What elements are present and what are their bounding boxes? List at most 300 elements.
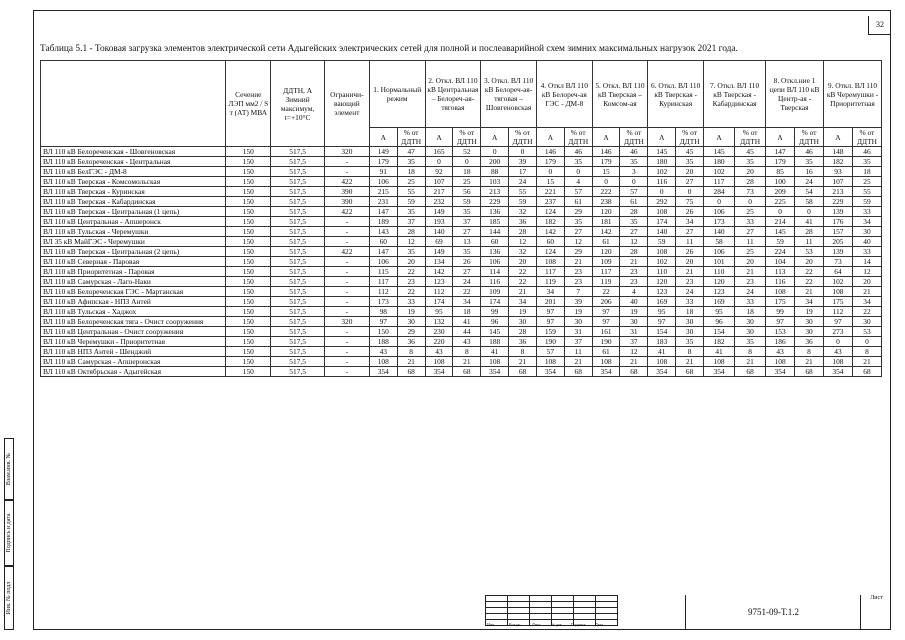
amps-cell: 108 — [425, 357, 453, 367]
amps-cell: 99 — [766, 307, 795, 317]
ddtn-cell: 517,5 — [271, 237, 325, 247]
amps-cell: 88 — [481, 167, 509, 177]
header-limit: Ограничи-вающий элемент — [324, 61, 369, 147]
amps-cell: 169 — [704, 297, 735, 307]
amps-cell: 96 — [481, 317, 509, 327]
percent-cell: 12 — [509, 237, 537, 247]
amps-cell: 0 — [823, 337, 852, 347]
percent-cell: 22 — [509, 267, 537, 277]
percent-cell: 44 — [453, 327, 481, 337]
percent-cell: 4 — [620, 287, 648, 297]
amps-cell: 354 — [823, 367, 852, 377]
subheader-percent: % от ДДТН — [676, 128, 704, 147]
subheader-percent: % от ДДТН — [795, 128, 824, 147]
amps-cell: 60 — [536, 237, 564, 247]
percent-cell: 30 — [620, 317, 648, 327]
percent-cell: 11 — [676, 237, 704, 247]
amps-cell: 96 — [704, 317, 735, 327]
percent-cell: 34 — [795, 297, 824, 307]
side-stamp-replaced: Взам.инв. № — [4, 438, 14, 500]
percent-cell: 32 — [509, 207, 537, 217]
table-row — [41, 277, 882, 287]
amps-cell: 201 — [536, 297, 564, 307]
percent-cell: 33 — [735, 217, 766, 227]
amps-cell: 120 — [592, 207, 620, 217]
table-row — [41, 177, 882, 187]
amps-cell: 181 — [592, 217, 620, 227]
header-mode: 1. Нормальный режим — [369, 61, 425, 128]
percent-cell: 21 — [509, 357, 537, 367]
percent-cell: 21 — [795, 287, 824, 297]
section-cell: 150 — [226, 367, 271, 377]
percent-cell: 28 — [397, 227, 425, 237]
amps-cell: 100 — [766, 177, 795, 187]
amps-cell: 190 — [592, 337, 620, 347]
amps-cell: 92 — [425, 167, 453, 177]
ddtn-cell: 517,5 — [271, 207, 325, 217]
amps-cell: 354 — [425, 367, 453, 377]
percent-cell: 0 — [852, 337, 881, 347]
amps-cell: 140 — [704, 227, 735, 237]
amps-cell: 175 — [823, 297, 852, 307]
percent-cell: 11 — [735, 237, 766, 247]
amps-cell: 149 — [425, 207, 453, 217]
percent-cell: 23 — [564, 267, 592, 277]
percent-cell: 68 — [620, 367, 648, 377]
table-row — [41, 287, 882, 297]
line-name-cell: ВЛ 110 кВ Тверская - Центральная (2 цепь) — [41, 247, 226, 257]
percent-cell: 26 — [453, 257, 481, 267]
percent-cell: 20 — [852, 277, 881, 287]
subheader-percent: % от ДДТН — [564, 128, 592, 147]
section-cell: 150 — [226, 227, 271, 237]
amps-cell: 119 — [536, 277, 564, 287]
header-ddtn: ДДТН, А Зимний максимум, t=+10°С — [271, 61, 325, 147]
section-cell: 150 — [226, 257, 271, 267]
amps-cell: 145 — [481, 327, 509, 337]
percent-cell: 59 — [852, 197, 881, 207]
percent-cell: 35 — [397, 247, 425, 257]
percent-cell: 18 — [676, 307, 704, 317]
line-name-cell: ВЛ 110 кВ Белореченская тяга - Очист сооружения — [41, 317, 226, 327]
amps-cell: 97 — [536, 317, 564, 327]
amps-cell: 217 — [425, 187, 453, 197]
percent-cell: 41 — [795, 217, 824, 227]
amps-cell: 185 — [481, 217, 509, 227]
percent-cell: 57 — [620, 187, 648, 197]
sheet-box — [860, 595, 892, 630]
percent-cell: 59 — [453, 197, 481, 207]
line-name-cell: ВЛ 110 кВ Центральная - Апшеронск — [41, 217, 226, 227]
amps-cell: 142 — [425, 267, 453, 277]
percent-cell: 26 — [676, 247, 704, 257]
line-name-cell: ВЛ 110 кВ Приоритетная - Паровая — [41, 267, 226, 277]
amps-cell: 0 — [536, 167, 564, 177]
percent-cell: 8 — [735, 347, 766, 357]
percent-cell: 34 — [509, 297, 537, 307]
amps-cell: 0 — [481, 147, 509, 157]
percent-cell: 30 — [509, 317, 537, 327]
ddtn-cell: 517,5 — [271, 247, 325, 257]
percent-cell: 36 — [795, 337, 824, 347]
percent-cell: 22 — [795, 267, 824, 277]
percent-cell: 43 — [453, 337, 481, 347]
amps-cell: 165 — [425, 147, 453, 157]
subheader-percent: % от ДДТН — [852, 128, 881, 147]
header-mode: 8. Откл.ние 1 цепи ВЛ 110 кВ Центр-ая - Тверская — [766, 61, 824, 128]
subheader-percent: % от ДДТН — [453, 128, 481, 147]
limit-cell: 390 — [324, 197, 369, 207]
percent-cell: 19 — [564, 307, 592, 317]
percent-cell: 25 — [735, 207, 766, 217]
table-row — [41, 157, 882, 167]
percent-cell: 34 — [852, 297, 881, 307]
percent-cell: 35 — [397, 207, 425, 217]
section-cell: 150 — [226, 247, 271, 257]
line-name-cell: ВЛ 110 кВ Тверская - Куринская — [41, 187, 226, 197]
section-cell: 150 — [226, 327, 271, 337]
amps-cell: 97 — [648, 317, 676, 327]
ddtn-cell: 517,5 — [271, 357, 325, 367]
ddtn-cell: 517,5 — [271, 197, 325, 207]
line-name-cell: ВЛ 110 кВ Тульская - Хаджох — [41, 307, 226, 317]
subheader-amps: А — [369, 128, 397, 147]
percent-cell: 54 — [795, 187, 824, 197]
percent-cell: 30 — [397, 317, 425, 327]
amps-cell: 60 — [481, 237, 509, 247]
amps-cell: 108 — [536, 357, 564, 367]
percent-cell: 17 — [509, 167, 537, 177]
percent-cell: 22 — [852, 307, 881, 317]
percent-cell: 21 — [852, 357, 881, 367]
limit-cell: - — [324, 297, 369, 307]
percent-cell: 37 — [564, 337, 592, 347]
percent-cell: 26 — [676, 207, 704, 217]
section-cell: 150 — [226, 207, 271, 217]
amps-cell: 232 — [425, 197, 453, 207]
limit-cell: 422 — [324, 177, 369, 187]
amps-cell: 112 — [369, 287, 397, 297]
percent-cell: 46 — [620, 147, 648, 157]
percent-cell: 37 — [453, 217, 481, 227]
amps-cell: 116 — [648, 177, 676, 187]
percent-cell: 55 — [509, 187, 537, 197]
section-cell: 150 — [226, 267, 271, 277]
amps-cell: 142 — [592, 227, 620, 237]
percent-cell: 19 — [795, 307, 824, 317]
percent-cell: 28 — [509, 327, 537, 337]
percent-cell: 68 — [453, 367, 481, 377]
amps-cell: 225 — [766, 197, 795, 207]
amps-cell: 41 — [481, 347, 509, 357]
header-section: Сечение ЛЭП мм2 / S т (АТ) МВА — [226, 61, 271, 147]
amps-cell: 209 — [766, 187, 795, 197]
percent-cell: 20 — [509, 257, 537, 267]
percent-cell: 35 — [620, 217, 648, 227]
percent-cell: 31 — [564, 327, 592, 337]
amps-cell: 139 — [823, 207, 852, 217]
limit-cell: - — [324, 327, 369, 337]
percent-cell: 27 — [676, 227, 704, 237]
table-row — [41, 317, 882, 327]
percent-cell: 55 — [397, 187, 425, 197]
percent-cell: 18 — [735, 307, 766, 317]
amps-cell: 173 — [704, 217, 735, 227]
line-name-cell: ВЛ 110 кВ Тульская - Черемушки — [41, 227, 226, 237]
percent-cell: 21 — [735, 357, 766, 367]
percent-cell: 8 — [397, 347, 425, 357]
percent-cell: 21 — [620, 357, 648, 367]
amps-cell: 179 — [369, 157, 397, 167]
amps-cell: 230 — [425, 327, 453, 337]
ddtn-cell: 517,5 — [271, 267, 325, 277]
amps-cell: 93 — [823, 167, 852, 177]
amps-cell: 109 — [481, 287, 509, 297]
percent-cell: 21 — [509, 287, 537, 297]
percent-cell: 24 — [453, 277, 481, 287]
amps-cell: 148 — [823, 147, 852, 157]
subheader-amps: А — [481, 128, 509, 147]
amps-cell: 59 — [648, 237, 676, 247]
ddtn-cell: 517,5 — [271, 327, 325, 337]
amps-cell: 142 — [536, 227, 564, 237]
table-row — [41, 257, 882, 267]
percent-cell: 7 — [564, 287, 592, 297]
amps-cell: 124 — [536, 247, 564, 257]
amps-cell: 0 — [704, 197, 735, 207]
percent-cell: 20 — [397, 257, 425, 267]
ddtn-cell: 517,5 — [271, 337, 325, 347]
amps-cell: 182 — [823, 157, 852, 167]
percent-cell: 13 — [453, 237, 481, 247]
percent-cell: 23 — [676, 277, 704, 287]
amps-cell: 43 — [369, 347, 397, 357]
percent-cell: 22 — [397, 267, 425, 277]
amps-cell: 117 — [536, 267, 564, 277]
percent-cell: 18 — [453, 167, 481, 177]
percent-cell: 39 — [564, 297, 592, 307]
percent-cell: 21 — [453, 357, 481, 367]
section-cell: 150 — [226, 317, 271, 327]
subheader-percent: % от ДДТН — [620, 128, 648, 147]
ddtn-cell: 517,5 — [271, 177, 325, 187]
table-row — [41, 167, 882, 177]
percent-cell: 29 — [564, 207, 592, 217]
section-cell: 150 — [226, 287, 271, 297]
section-cell: 150 — [226, 337, 271, 347]
percent-cell: 4 — [564, 177, 592, 187]
line-name-cell: ВЛ 110 кВ Октябрьская - Адыгейская — [41, 367, 226, 377]
percent-cell: 31 — [620, 327, 648, 337]
percent-cell: 35 — [564, 217, 592, 227]
amps-cell: 124 — [536, 207, 564, 217]
amps-cell: 140 — [648, 227, 676, 237]
amps-cell: 143 — [369, 227, 397, 237]
amps-cell: 107 — [823, 177, 852, 187]
header-mode: 4. Откл ВЛ 110 кВ Белореч-ая ГЭС - ДМ-8 — [536, 61, 592, 128]
amps-cell: 97 — [592, 317, 620, 327]
percent-cell: 0 — [453, 157, 481, 167]
subheader-amps: А — [766, 128, 795, 147]
amps-cell: 238 — [592, 197, 620, 207]
percent-cell: 25 — [397, 177, 425, 187]
percent-cell: 59 — [397, 197, 425, 207]
amps-cell: 61 — [592, 237, 620, 247]
percent-cell: 45 — [676, 147, 704, 157]
percent-cell: 45 — [735, 147, 766, 157]
table-row — [41, 147, 882, 157]
percent-cell: 27 — [564, 227, 592, 237]
amps-cell: 117 — [704, 177, 735, 187]
percent-cell: 24 — [676, 287, 704, 297]
section-cell: 150 — [226, 217, 271, 227]
amps-cell: 102 — [823, 277, 852, 287]
amps-cell: 193 — [425, 217, 453, 227]
table-row — [41, 197, 882, 207]
header-mode: 9. Откл. ВЛ 110 кВ Черемушки - Приоритетная — [823, 61, 881, 128]
percent-cell: 35 — [620, 157, 648, 167]
amps-cell: 95 — [425, 307, 453, 317]
limit-cell: - — [324, 167, 369, 177]
amps-cell: 136 — [481, 207, 509, 217]
percent-cell: 33 — [852, 207, 881, 217]
ddtn-cell: 517,5 — [271, 157, 325, 167]
amps-cell: 132 — [425, 317, 453, 327]
amps-cell: 102 — [648, 257, 676, 267]
percent-cell: 21 — [564, 257, 592, 267]
amps-cell: 43 — [823, 347, 852, 357]
table-row — [41, 357, 882, 367]
amps-cell: 110 — [648, 267, 676, 277]
amps-cell: 179 — [536, 157, 564, 167]
amps-cell: 0 — [648, 187, 676, 197]
amps-cell: 206 — [592, 297, 620, 307]
percent-cell: 35 — [852, 157, 881, 167]
side-stamp-signature: Подпись и дата — [4, 500, 14, 566]
percent-cell: 35 — [735, 337, 766, 347]
percent-cell: 28 — [735, 177, 766, 187]
amps-cell: 174 — [648, 217, 676, 227]
amps-cell: 108 — [369, 357, 397, 367]
percent-cell: 29 — [397, 327, 425, 337]
amps-cell: 146 — [536, 147, 564, 157]
amps-cell: 292 — [648, 197, 676, 207]
stamp-label: Кол.уч — [509, 622, 521, 627]
amps-cell: 146 — [592, 147, 620, 157]
limit-cell: - — [324, 257, 369, 267]
percent-cell: 21 — [795, 357, 824, 367]
percent-cell: 12 — [564, 237, 592, 247]
amps-cell: 180 — [704, 157, 735, 167]
percent-cell: 23 — [620, 267, 648, 277]
amps-cell: 0 — [766, 207, 795, 217]
amps-cell: 147 — [369, 207, 397, 217]
percent-cell: 27 — [735, 227, 766, 237]
limit-cell: - — [324, 277, 369, 287]
percent-cell: 68 — [676, 367, 704, 377]
amps-cell: 188 — [481, 337, 509, 347]
section-cell: 150 — [226, 347, 271, 357]
percent-cell: 28 — [620, 207, 648, 217]
percent-cell: 35 — [676, 337, 704, 347]
limit-cell: - — [324, 267, 369, 277]
limit-cell: - — [324, 307, 369, 317]
amps-cell: 97 — [369, 317, 397, 327]
percent-cell: 30 — [676, 317, 704, 327]
amps-cell: 0 — [425, 157, 453, 167]
percent-cell: 21 — [397, 357, 425, 367]
percent-cell: 18 — [453, 307, 481, 317]
amps-cell: 159 — [536, 327, 564, 337]
percent-cell: 27 — [453, 227, 481, 237]
percent-cell: 46 — [564, 147, 592, 157]
limit-cell: - — [324, 347, 369, 357]
table-row — [41, 307, 882, 317]
amps-cell: 123 — [425, 277, 453, 287]
amps-cell: 41 — [704, 347, 735, 357]
amps-cell: 229 — [823, 197, 852, 207]
header-mode: 7. Откл. ВЛ 110 кВ Тверская - Кабардинская — [704, 61, 766, 128]
percent-cell: 21 — [564, 357, 592, 367]
table-row — [41, 217, 882, 227]
percent-cell: 23 — [735, 277, 766, 287]
amps-cell: 213 — [481, 187, 509, 197]
amps-cell: 64 — [823, 267, 852, 277]
subheader-amps: А — [425, 128, 453, 147]
line-name-cell: ВЛ 110 кВ Самурская - Апшеронская — [41, 357, 226, 367]
amps-cell: 145 — [648, 147, 676, 157]
percent-cell: 8 — [795, 347, 824, 357]
line-name-cell: ВЛ 110 кВ Афипская - НПЗ Антей — [41, 297, 226, 307]
amps-cell: 98 — [369, 307, 397, 317]
percent-cell: 68 — [795, 367, 824, 377]
table-row — [41, 267, 882, 277]
amps-cell: 119 — [592, 277, 620, 287]
percent-cell: 35 — [453, 247, 481, 257]
amps-cell: 102 — [704, 167, 735, 177]
percent-cell: 47 — [397, 147, 425, 157]
limit-cell: - — [324, 367, 369, 377]
amps-cell: 91 — [369, 167, 397, 177]
table-body — [41, 147, 882, 377]
amps-cell: 97 — [592, 307, 620, 317]
percent-cell: 29 — [564, 247, 592, 257]
percent-cell: 30 — [735, 327, 766, 337]
amps-cell: 106 — [369, 177, 397, 187]
percent-cell: 35 — [735, 157, 766, 167]
percent-cell: 22 — [509, 277, 537, 287]
percent-cell: 33 — [676, 297, 704, 307]
percent-cell: 19 — [397, 307, 425, 317]
amps-cell: 85 — [766, 167, 795, 177]
amps-cell: 169 — [648, 297, 676, 307]
percent-cell: 19 — [509, 307, 537, 317]
percent-cell: 46 — [852, 147, 881, 157]
percent-cell: 68 — [735, 367, 766, 377]
amps-cell: 97 — [823, 317, 852, 327]
amps-cell: 145 — [704, 147, 735, 157]
percent-cell: 25 — [735, 247, 766, 257]
limit-cell: - — [324, 157, 369, 167]
amps-cell: 0 — [592, 177, 620, 187]
percent-cell: 53 — [852, 327, 881, 337]
amps-cell: 180 — [648, 157, 676, 167]
section-cell: 150 — [226, 157, 271, 167]
amps-cell: 15 — [536, 177, 564, 187]
document-number: 9751-09-Т.1.2 — [685, 595, 861, 630]
amps-cell: 174 — [481, 297, 509, 307]
line-name-cell: ВЛ 110 кВ Центральная - Очист сооружения — [41, 327, 226, 337]
